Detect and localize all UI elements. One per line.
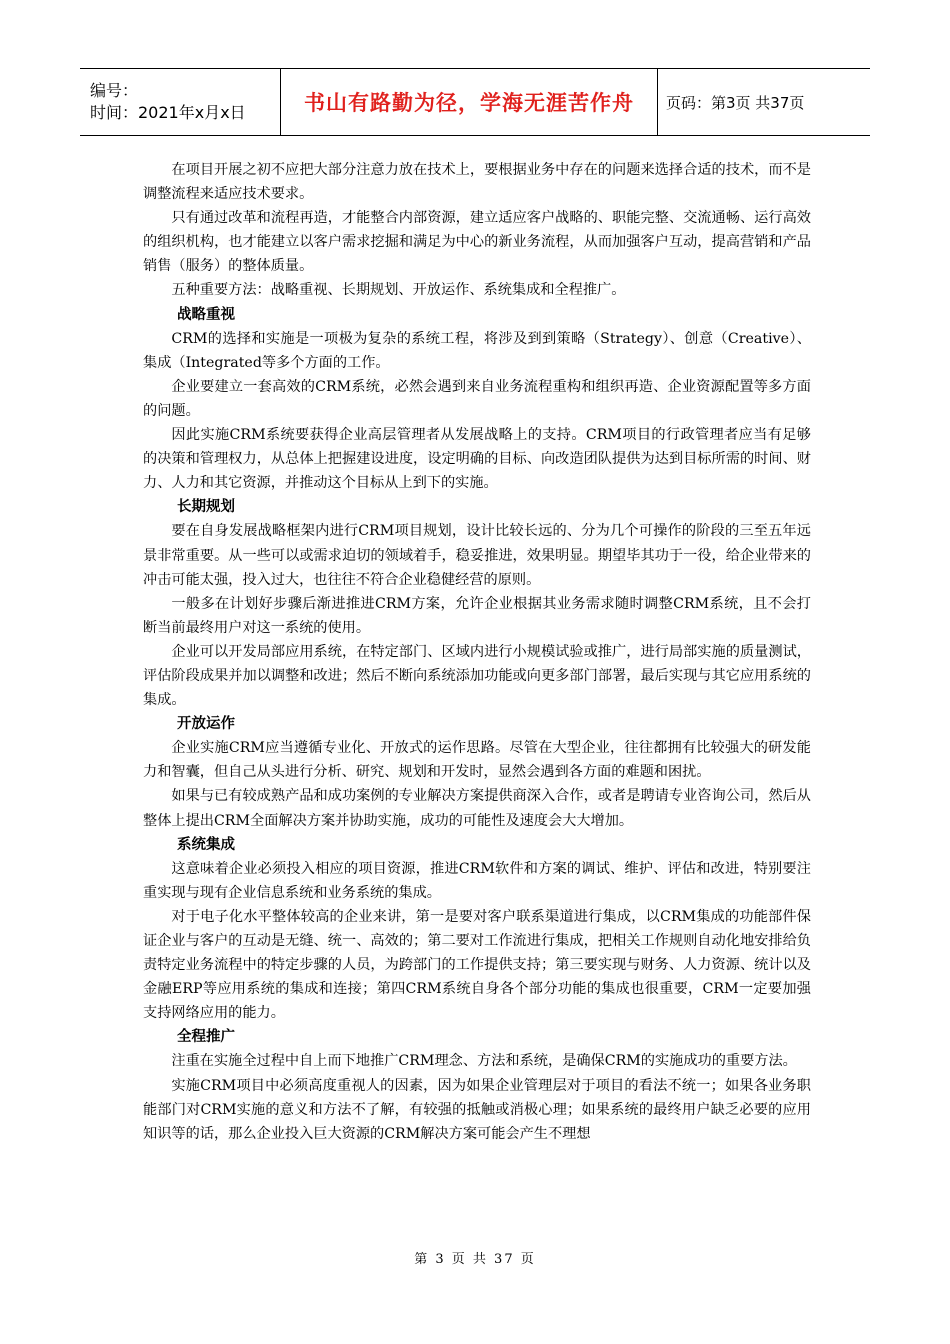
header-motto-cell	[280, 69, 658, 135]
section-heading-system-integration: 系统集成	[177, 836, 235, 853]
header-page-number: 页码：第3页 共37页	[666, 93, 805, 112]
paragraph: 因此实施CRM系统要获得企业高层管理者从发展战略上的支持。CRM项目的行政管理者应当有足够的决策和管理权力，从总体上把握建设进度，设定明确的目标、向改造团队提供为达到目标所需的时间、财力、人力和其它资源，并推动这个目标从上到下的实施。	[143, 427, 811, 492]
section-heading-open-operation: 开放运作	[177, 716, 235, 733]
header-page-cell	[658, 69, 870, 135]
page-header	[80, 68, 870, 136]
header-motto: 书山有路勤为径，学海无涯苦作舟	[304, 91, 634, 115]
paragraph: 注重在实施全过程中自上而下地推广CRM理念、方法和系统，是确保CRM的实施成功的重要方法。	[171, 1053, 797, 1070]
section-heading-long-term-planning: 长期规划	[177, 499, 235, 516]
paragraph: 企业可以开发局部应用系统，在特定部门、区域内进行小规模试验或推广，进行局部实施的质量测试，评估阶段成果并加以调整和改进；然后不断向系统添加功能或向更多部门部署，最后实现与其它应用系统的集成。	[143, 643, 811, 709]
paragraph: 只有通过改革和流程再造，才能整合内部资源，建立适应客户战略的、职能完整、交流通畅、运行高效的组织机构，也才能建立以客户需求挖掘和满足为中心的新业务流程，从而加强客户互动，提高营销和产品销售（服务）的整体质量。	[143, 210, 811, 275]
document-time-label: 时间：2021年x月x日	[90, 103, 246, 122]
paragraph: 一般多在计划好步骤后渐进推进CRM方案，允许企业根据其业务需求随时调整CRM系统，且不会打断当前最终用户对这一系统的使用。	[143, 595, 811, 636]
document-number-label: 编号：	[90, 81, 139, 100]
paragraph: 五种重要方法：战略重视、长期规划、开放运作、系统集成和全程推广。	[171, 282, 626, 299]
paragraph: 企业实施CRM应当遵循专业化、开放式的运作思路。尽管在大型企业，往往都拥有比较强大的研发能力和智囊，但自己从头进行分析、研究、规划和开发时，显然会遇到各方面的难题和困扰。	[143, 740, 811, 781]
paragraph: 企业要建立一套高效的CRM系统，必然会遇到来自业务流程重构和组织再造、企业资源配置等多方面的问题。	[143, 378, 811, 419]
paragraph: 在项目开展之初不应把大部分注意力放在技术上，要根据业务中存在的问题来选择合适的技术，而不是调整流程来适应技术要求。	[143, 162, 811, 203]
header-left-cell	[80, 69, 280, 135]
section-heading-strategy: 战略重视	[177, 306, 235, 323]
paragraph: 如果与已有较成熟产品和成功案例的专业解决方案提供商深入合作，或者是聘请专业咨询公司，然后从整体上提出CRM全面解决方案并协助实施，成功的可能性及速度会大大增加。	[143, 788, 811, 829]
document-body	[143, 158, 811, 1146]
paragraph: CRM的选择和实施是一项极为复杂的系统工程，将涉及到到策略（Strategy）、创意（Creative）、集成（Integrated等多个方面的工作。	[143, 330, 811, 371]
page-footer: 第 3 页 共 37 页	[414, 1252, 536, 1267]
paragraph: 要在自身发展战略框架内进行CRM项目规划，设计比较长远的、分为几个可操作的阶段的三至五年远景非常重要。从一些可以或需求迫切的领域着手，稳妥推进，效果明显。期望毕其功于一役，给企业带来的冲击可能太强，投入过大，也往往不符合企业稳健经营的原则。	[143, 523, 811, 588]
paragraph: 这意味着企业必须投入相应的项目资源，推进CRM软件和方案的调试、维护、评估和改进，特别要注重实现与现有企业信息系统和业务系统的集成。	[143, 860, 811, 901]
paragraph: 实施CRM项目中必须高度重视人的因素，因为如果企业管理层对于项目的看法不统一；如果各业务职能部门对CRM实施的意义和方法不了解，有较强的抵触或消极心理；如果系统的最终用户缺乏必要的应用知识等的话，那么企业投入巨大资源的CRM解决方案可能会产生不理想	[143, 1077, 811, 1142]
section-heading-full-promotion: 全程推广	[177, 1029, 235, 1046]
paragraph: 对于电子化水平整体较高的企业来讲，第一是要对客户联系渠道进行集成，以CRM集成的功能部件保证企业与客户的互动是无缝、统一、高效的；第二要对工作流进行集成，把相关工作规则自动化地安排给负责特定业务流程中的特定步骤的人员，为跨部门的工作提供支持；第三要实现与财务、人力资源、统计以及金融ERP等应用系统的集成和连接；第四CRM系统自身各个部分功能的集成也很重要，CRM一定要加强支持网络应用的能力。	[143, 908, 811, 1022]
